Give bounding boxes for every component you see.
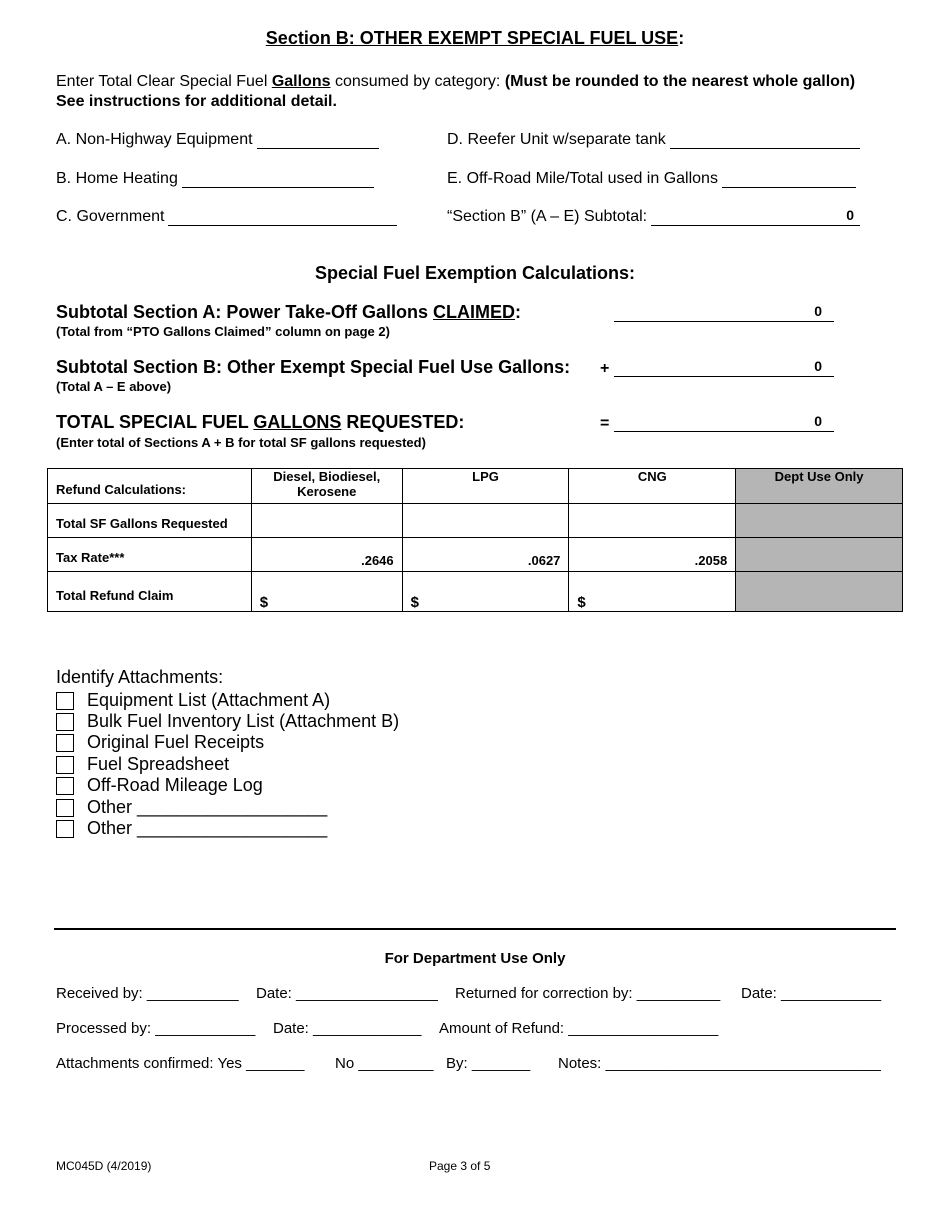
row-label-tax-rate: Tax Rate***	[48, 538, 252, 572]
total-gallons-label: TOTAL SPECIAL FUEL GALLONS REQUESTED:	[56, 412, 465, 432]
attachment-item: Off-Road Mileage Log	[56, 775, 263, 796]
attachment-checkbox[interactable]	[56, 713, 74, 731]
lpg-refund-cell[interactable]: $	[402, 572, 569, 612]
attachment-item: Fuel Spreadsheet	[56, 754, 229, 775]
section-b-instructions: Enter Total Clear Special Fuel Gallons consumed by category: (Must be rounded to the nearest whole gallon) See instructions for additional detail.	[56, 73, 856, 110]
page-number: Page 3 of 5	[429, 1159, 491, 1173]
subtotal-section-b-note: (Total A – E above)	[56, 379, 172, 394]
attachment-checkbox[interactable]	[56, 777, 74, 795]
attachment-checkbox[interactable]	[56, 692, 74, 710]
notes-field: Notes: _________________________________	[558, 1055, 881, 1072]
amount-of-refund-field: Amount of Refund: __________________	[439, 1020, 719, 1037]
header-dept-use-only: Dept Use Only	[736, 469, 903, 504]
section-b-title: Section B: OTHER EXEMPT SPECIAL FUEL USE:	[265, 28, 685, 48]
attachment-checkbox[interactable]	[56, 820, 74, 838]
header-refund-calculations: Refund Calculations:	[48, 469, 252, 504]
attachment-item: Original Fuel Receipts	[56, 732, 264, 753]
lpg-gallons-cell[interactable]	[402, 504, 569, 538]
processed-date-field: Date: _____________	[273, 1020, 422, 1037]
table-row	[48, 504, 903, 538]
row-label-gallons: Total SF Gallons Requested	[48, 504, 252, 538]
cng-tax-rate: .2058	[569, 538, 736, 572]
dept-cell	[736, 572, 903, 612]
diesel-refund-cell[interactable]: $	[251, 572, 402, 612]
subtotal-section-b-label: Subtotal Section B: Other Exempt Special Fuel Use Gallons:	[56, 357, 571, 377]
received-date-field: Date: _________________	[256, 985, 438, 1002]
off-road-mile-input[interactable]	[722, 172, 856, 188]
home-heating-input[interactable]	[182, 172, 374, 188]
calculations-title: Special Fuel Exemption Calculations:	[314, 263, 636, 283]
non-highway-equipment-input[interactable]	[257, 133, 379, 149]
field-non-highway-equipment: A. Non-Highway Equipment	[56, 131, 379, 149]
table-header-row	[48, 469, 903, 504]
row-label-refund-claim: Total Refund Claim	[48, 572, 252, 612]
returned-date-field: Date: ____________	[741, 985, 882, 1002]
field-section-b-subtotal: “Section B” (A – E) Subtotal: 0	[447, 208, 860, 226]
attachments-title: Identify Attachments:	[56, 667, 224, 687]
attachment-item: Other ___________________	[56, 797, 327, 818]
table-row	[48, 538, 903, 572]
total-gallons-input[interactable]: 0	[614, 412, 834, 432]
subtotal-section-a-note: (Total from “PTO Gallons Claimed” column on page 2)	[56, 324, 390, 339]
table-row	[48, 572, 903, 612]
reefer-unit-input[interactable]	[670, 133, 860, 149]
field-off-road-mile: E. Off-Road Mile/Total used in Gallons	[447, 170, 856, 188]
total-gallons-note: (Enter total of Sections A + B for total SF gallons requested)	[56, 435, 426, 450]
dept-cell	[736, 504, 903, 538]
returned-for-correction-field: Returned for correction by: __________	[455, 985, 721, 1002]
attachment-item: Equipment List (Attachment A)	[56, 690, 330, 711]
dept-cell	[736, 538, 903, 572]
header-diesel: Diesel, Biodiesel, Kerosene	[251, 469, 402, 504]
attachments-no-field: No _________	[335, 1055, 434, 1072]
field-reefer-unit: D. Reefer Unit w/separate tank	[447, 131, 860, 149]
subtotal-section-a-input[interactable]: 0	[614, 302, 834, 322]
plus-operator: +	[600, 360, 610, 377]
diesel-tax-rate: .2646	[251, 538, 402, 572]
attachment-checkbox[interactable]	[56, 734, 74, 752]
form-id: MC045D (4/2019)	[56, 1159, 152, 1173]
attachment-checkbox[interactable]	[56, 799, 74, 817]
attachment-item: Other ___________________	[56, 818, 327, 839]
received-by-field: Received by: ___________	[56, 985, 239, 1002]
header-cng: CNG	[569, 469, 736, 504]
attachments-confirmed-field: Attachments confirmed: Yes _______	[56, 1055, 305, 1072]
cng-gallons-cell[interactable]	[569, 504, 736, 538]
section-b-subtotal-input[interactable]: 0	[651, 210, 860, 226]
divider	[54, 928, 896, 930]
subtotal-section-b-input[interactable]: 0	[614, 357, 834, 377]
dept-use-title: For Department Use Only	[384, 950, 566, 967]
processed-by-field: Processed by: ____________	[56, 1020, 256, 1037]
subtotal-section-a-label: Subtotal Section A: Power Take-Off Gallons CLAIMED:	[56, 302, 522, 322]
government-input[interactable]	[168, 210, 397, 226]
diesel-gallons-cell[interactable]	[251, 504, 402, 538]
refund-calculations-table	[47, 468, 903, 612]
attachment-checkbox[interactable]	[56, 756, 74, 774]
cng-refund-cell[interactable]: $	[569, 572, 736, 612]
equals-operator: =	[600, 415, 610, 432]
lpg-tax-rate: .0627	[402, 538, 569, 572]
header-lpg: LPG	[402, 469, 569, 504]
attachment-item: Bulk Fuel Inventory List (Attachment B)	[56, 711, 399, 732]
field-home-heating: B. Home Heating	[56, 170, 374, 188]
confirmed-by-field: By: _______	[446, 1055, 531, 1072]
field-government: C. Government	[56, 208, 397, 226]
